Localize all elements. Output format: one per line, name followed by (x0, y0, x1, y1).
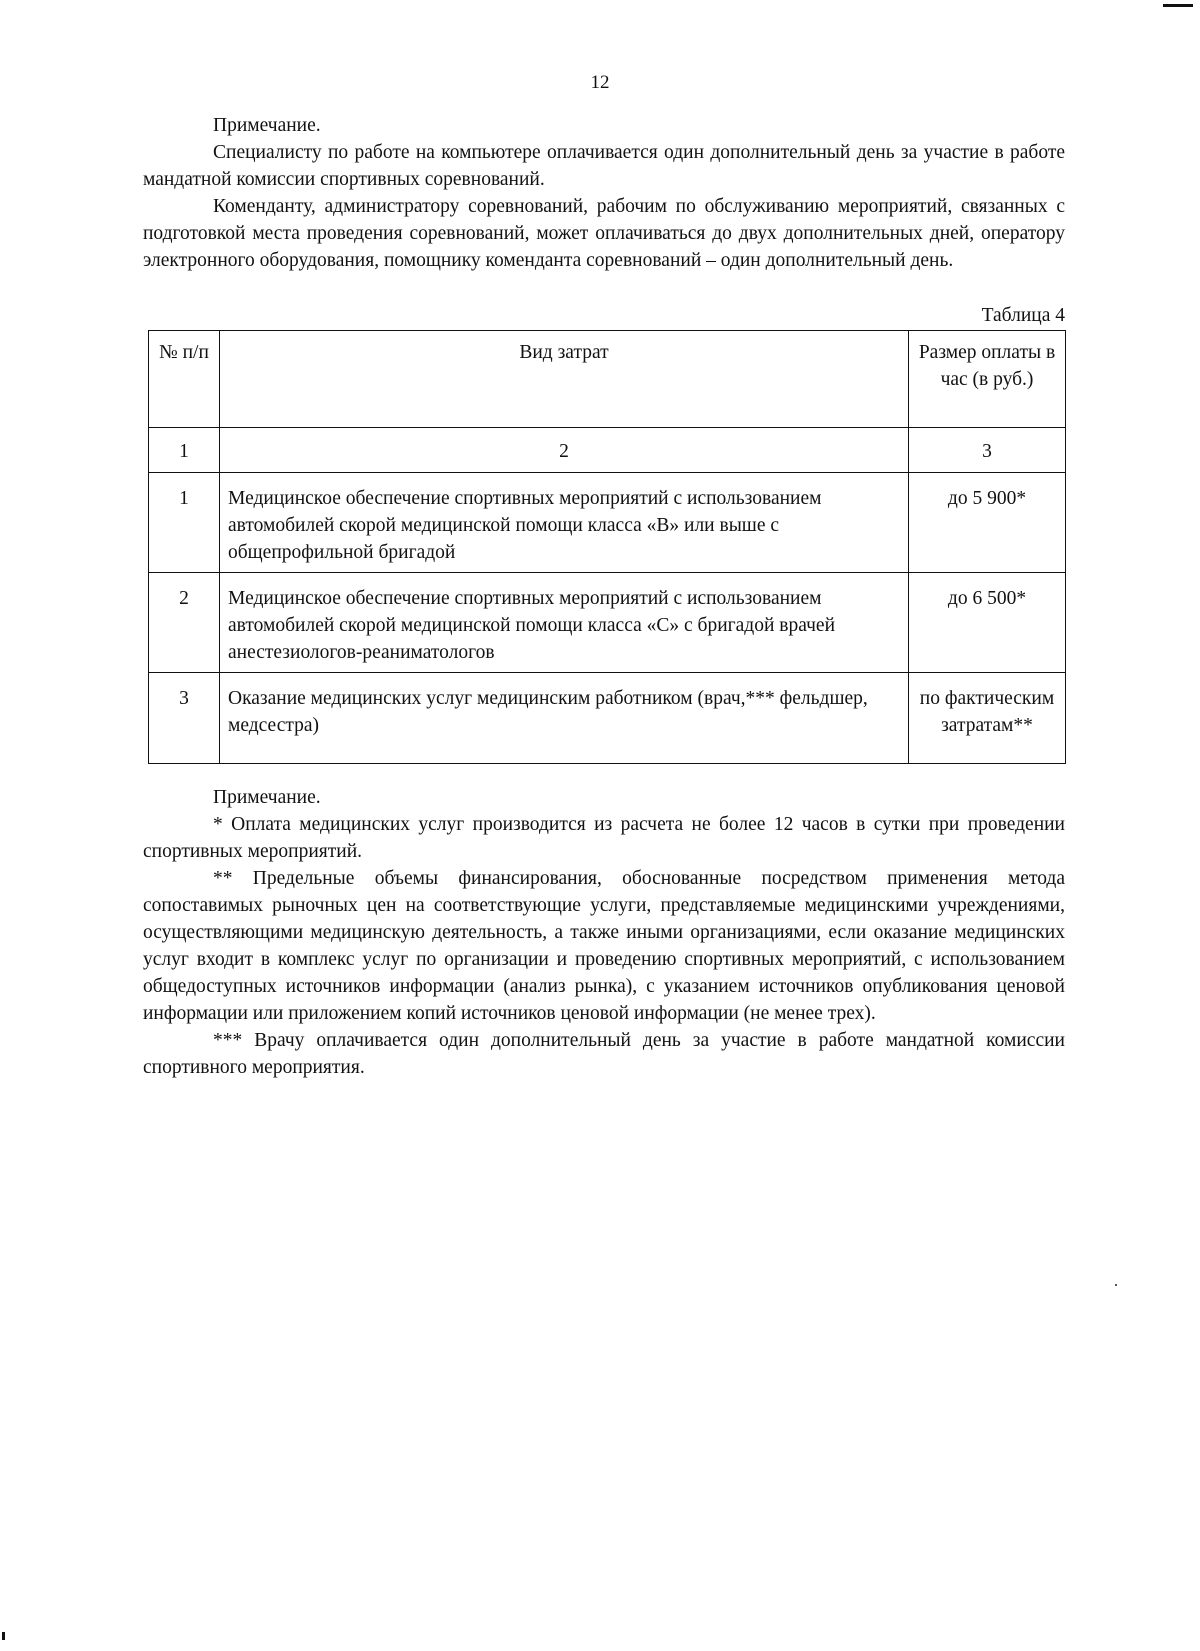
header-cell-rate: Размер оплаты в час (в руб.) (909, 331, 1066, 428)
column-number-row (149, 428, 1066, 473)
header-cell-expense-type: Вид затрат (220, 331, 909, 428)
costs-table (148, 330, 1066, 764)
notes-top (143, 112, 1065, 274)
row-rate: по фактическим затратам** (909, 673, 1066, 764)
note-paragraph: Коменданту, администратору соревнований, рабочим по обслуживанию мероприятий, связанных с подготовкой места проведения соревнований, может оплачиваться до двух дополнительных дней, оператору электронного оборудования, помощнику коменданта соревнований – один дополнительный день. (143, 196, 1065, 271)
note-paragraph: Специалисту по работе на компьютере оплачивается один дополнительный день за участие в работе мандатной комиссии спортивных соревнований. (143, 142, 1065, 190)
row-number: 2 (149, 573, 220, 673)
notes-bottom-heading: Примечание. (213, 787, 321, 808)
column-number-cell: 2 (220, 428, 909, 473)
page-number: 12 (590, 72, 610, 93)
header-cell-number: № п/п (149, 331, 220, 428)
row-description: Медицинское обеспечение спортивных мероприятий с использованием автомобилей скорой медицинской помощи класса «В» или выше с общепрофильной бригадой (220, 473, 909, 573)
table-header-row (149, 331, 1066, 428)
column-number-cell: 1 (149, 428, 220, 473)
notes-bottom (143, 784, 1065, 1081)
table-row (149, 473, 1066, 573)
scan-edge-mark (1163, 4, 1193, 7)
table-row (149, 673, 1066, 764)
row-description: Медицинское обеспечение спортивных мероприятий с использованием автомобилей скорой медицинской помощи класса «С» с бригадой врачей анестезиологов-реаниматологов (220, 573, 909, 673)
column-number-cell: 3 (909, 428, 1066, 473)
row-rate: до 5 900* (909, 473, 1066, 573)
row-number: 3 (149, 673, 220, 764)
row-description: Оказание медицинских услуг медицинским работником (врач,*** фельдшер, медсестра) (220, 673, 909, 764)
row-rate: до 6 500* (909, 573, 1066, 673)
footnote-paragraph: * Оплата медицинских услуг производится из расчета не более 12 часов в сутки при проведении спортивных мероприятий. (143, 814, 1065, 862)
table-row (149, 573, 1066, 673)
notes-top-heading: Примечание. (213, 115, 321, 136)
table-caption: Таблица 4 (981, 305, 1065, 326)
footnote-paragraph: ** Предельные объемы финансирования, обоснованные посредством применения метода сопоставимых рыночных цен на соответствующие услуги, представляемые медицинскими учреждениями, осуществляющими медицинскую деятельность, а также иными организациями, если оказание медицинских услуг входит в комплекс услуг по организации и проведению спортивных мероприятий, с использованием общедоступных источников информации (анализ рынка), с указанием источников опубликования ценовой информации или приложением копий источников ценовой информации (не менее трех). (143, 868, 1065, 1024)
footnote-paragraph: *** Врачу оплачивается один дополнительный день за участие в работе мандатной комиссии спортивного мероприятия. (143, 1030, 1065, 1078)
scan-edge-mark (2, 1632, 5, 1640)
row-number: 1 (149, 473, 220, 573)
scan-speck (1115, 1284, 1117, 1286)
